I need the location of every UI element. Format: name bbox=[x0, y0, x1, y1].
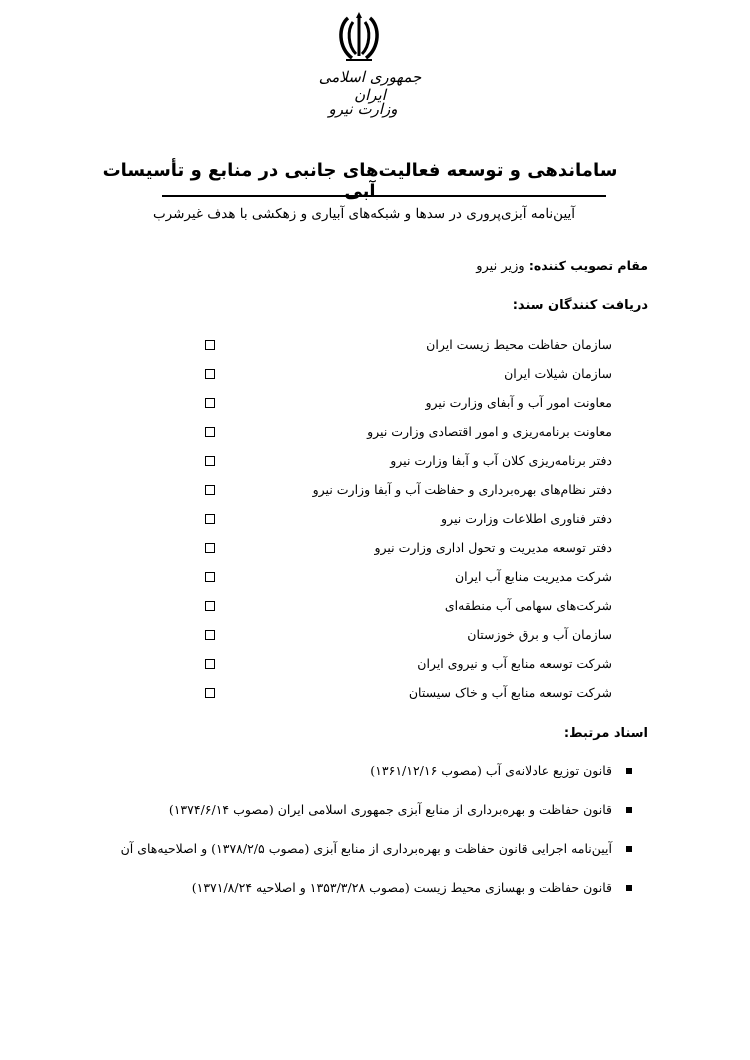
recipient-label: شرکت توسعه منابع آب و نیروی ایران bbox=[417, 656, 612, 671]
related-documents-heading: اسناد مرتبط: bbox=[563, 726, 648, 741]
bullet-icon bbox=[626, 768, 632, 774]
recipient-checkbox[interactable] bbox=[205, 398, 215, 408]
recipient-label: دفتر نظام‌های بهره‌برداری و حفاظت آب و آبفا وزارت نیرو bbox=[312, 482, 612, 497]
recipient-row bbox=[195, 479, 612, 501]
bullet-icon bbox=[626, 885, 632, 891]
recipient-row bbox=[195, 421, 612, 443]
recipient-label: دفتر برنامه‌ریزی کلان آب و آبفا وزارت نیرو bbox=[390, 453, 612, 468]
recipient-checkbox[interactable] bbox=[205, 659, 215, 669]
related-document-item bbox=[192, 877, 632, 901]
recipient-checkbox[interactable] bbox=[205, 340, 215, 350]
recipient-row bbox=[195, 566, 612, 588]
recipient-label: معاونت امور آب و آبفای وزارت نیرو bbox=[425, 395, 612, 410]
related-document-label: آیین‌نامه اجرایی قانون حفاظت و بهره‌برداری از منابع آبزی (مصوب ۱۳۷۸/۲/۵) و اصلاحیه‌های آن bbox=[120, 841, 612, 856]
related-document-label: قانون حفاظت و بهسازی محیط زیست (مصوب ۱۳۵۳/۳/۲۸ و اصلاحیه ۱۳۷۱/۸/۲۴) bbox=[191, 880, 612, 895]
bullet-icon bbox=[626, 807, 632, 813]
recipient-row bbox=[195, 450, 612, 472]
recipient-row bbox=[195, 392, 612, 414]
recipient-checkbox[interactable] bbox=[205, 688, 215, 698]
recipient-row bbox=[195, 363, 612, 385]
document-subtitle: آیین‌نامه آبزی‌پروری در سدها و شبکه‌های آبیاری و زهکشی با هدف غیرشرب bbox=[152, 206, 576, 222]
recipient-label: شرکت‌های سهامی آب منطقه‌ای bbox=[444, 598, 612, 613]
related-document-item bbox=[169, 799, 632, 823]
recipient-label: معاونت برنامه‌ریزی و امور اقتصادی وزارت نیرو bbox=[367, 424, 612, 439]
iran-emblem-icon bbox=[334, 12, 384, 64]
logo-text-country: جمهوری اسلامی ایران bbox=[318, 68, 422, 104]
recipient-label: دفتر فناوری اطلاعات وزارت نیرو bbox=[441, 511, 612, 526]
recipient-row bbox=[195, 653, 612, 675]
recipient-checkbox[interactable] bbox=[205, 369, 215, 379]
recipient-row bbox=[195, 537, 612, 559]
document-title: ساماندهی و توسعه فعالیت‌های جانبی در منابع و تأسیسات آبی bbox=[102, 160, 618, 202]
recipient-row bbox=[195, 682, 612, 704]
title-divider bbox=[162, 195, 606, 197]
approver-value: وزیر نیرو bbox=[476, 259, 525, 274]
recipient-checkbox[interactable] bbox=[205, 456, 215, 466]
related-document-item bbox=[121, 838, 632, 862]
recipient-checkbox[interactable] bbox=[205, 514, 215, 524]
recipient-row bbox=[195, 508, 612, 530]
recipients-heading: دریافت کنندگان سند: bbox=[512, 298, 648, 313]
bullet-icon bbox=[626, 846, 632, 852]
approver-line bbox=[476, 258, 648, 274]
recipient-checkbox[interactable] bbox=[205, 427, 215, 437]
related-document-item bbox=[370, 760, 632, 784]
recipient-label: سازمان شیلات ایران bbox=[504, 366, 612, 381]
recipient-label: شرکت مدیریت منابع آب ایران bbox=[454, 569, 612, 584]
recipient-label: دفتر توسعه مدیریت و تحول اداری وزارت نیرو bbox=[374, 540, 612, 555]
logo-text-ministry: وزارت نیرو bbox=[328, 100, 398, 118]
recipient-row bbox=[195, 595, 612, 617]
recipient-checkbox[interactable] bbox=[205, 485, 215, 495]
recipient-label: شرکت توسعه منابع آب و خاک سیستان bbox=[408, 685, 612, 700]
recipient-checkbox[interactable] bbox=[205, 543, 215, 553]
related-document-label: قانون حفاظت و بهره‌برداری از منابع آبزی جمهوری اسلامی ایران (مصوب ۱۳۷۴/۶/۱۴) bbox=[168, 802, 612, 817]
recipient-checkbox[interactable] bbox=[205, 601, 215, 611]
related-document-label: قانون توزیع عادلانه‌ی آب (مصوب ۱۳۶۱/۱۲/۱۶) bbox=[370, 763, 612, 778]
recipient-label: سازمان آب و برق خوزستان bbox=[467, 627, 612, 642]
recipient-label: سازمان حفاظت محیط زیست ایران bbox=[426, 337, 612, 352]
recipient-row bbox=[195, 334, 612, 356]
approver-label: مقام تصویب کننده: bbox=[528, 258, 648, 273]
recipient-checkbox[interactable] bbox=[205, 630, 215, 640]
recipient-checkbox[interactable] bbox=[205, 572, 215, 582]
recipient-row bbox=[195, 624, 612, 646]
